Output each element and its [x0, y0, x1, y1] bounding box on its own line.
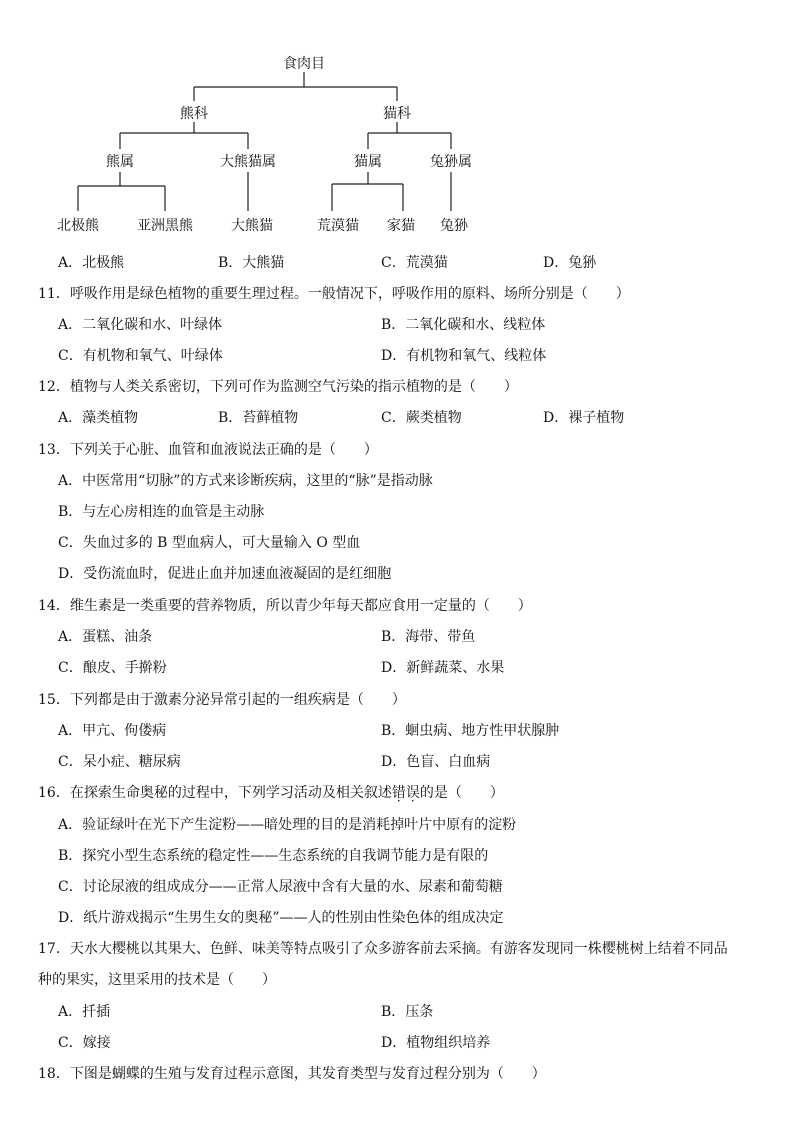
option-text: C．呆小症、糖尿病	[58, 754, 181, 770]
emphasis-char: 错	[391, 785, 406, 801]
option-text: A．中医常用“切脉”的方式来诊断疾病，这里的“脉”是指动脉	[58, 473, 433, 489]
option-text: A．验证绿叶在光下产生淀粉——暗处理的目的是消耗掉叶片中原有的淀粉	[58, 817, 517, 833]
question-stem: 11．呼吸作用是绿色植物的重要生理过程。一般情况下，呼吸作用的原料、场所分别是（ ）	[38, 286, 630, 302]
question-stem	[38, 783, 504, 803]
option-text: A．甲亢、佝偻病	[58, 723, 167, 739]
tree-species: 北极熊	[57, 218, 99, 234]
option-text: B．蛔虫病、地方性甲状腺肿	[381, 723, 560, 739]
option-text: A．扦插	[58, 1004, 111, 1020]
option-text: A．二氧化碳和水、叶绿体	[58, 317, 223, 333]
stem-text: 的是（ ）	[419, 785, 504, 801]
option-text: C．荒漠猫	[381, 255, 448, 271]
tree-species: 大熊猫	[231, 218, 273, 234]
tree-species: 荒漠猫	[317, 218, 359, 234]
question-stem: 种的果实，这里采用的技术是（ ）	[38, 972, 276, 988]
tree-genus: 大熊猫属	[220, 154, 276, 170]
classification-tree	[0, 0, 794, 250]
tree-species: 家猫	[387, 218, 415, 234]
question-stem: 18．下图是蝴蝶的生殖与发育过程示意图，其发育类型与发育过程分别为（ ）	[38, 1066, 546, 1082]
option-text: B．二氧化碳和水、线粒体	[381, 317, 546, 333]
question-stem: 12．植物与人类关系密切，下列可作为监测空气污染的指示植物的是（ ）	[38, 379, 518, 395]
tree-genus: 熊属	[106, 154, 134, 170]
question-stem: 15．下列都是由于激素分泌异常引起的一组疾病是（ ）	[38, 692, 406, 708]
option-text: D．有机物和氧气、线粒体	[381, 348, 547, 364]
option-text: D．新鲜蔬菜、水果	[381, 660, 505, 676]
option-text: D．纸片游戏揭示“生男生女的奥秘”——人的性别由性染色体的组成决定	[58, 910, 504, 926]
option-text: C．酿皮、手擀粉	[58, 660, 167, 676]
option-text: C．嫁接	[58, 1035, 111, 1051]
tree-genus: 兔狲属	[430, 154, 472, 170]
tree-genus: 猫属	[354, 154, 382, 170]
option-text: C．有机物和氧气、叶绿体	[58, 348, 223, 364]
stem-text: 16．在探索生命奥秘的过程中，下列学习活动及相关叙述	[38, 785, 392, 801]
option-text: A．北极熊	[58, 255, 125, 271]
tree-species: 兔狲	[440, 218, 468, 234]
option-text: B．探究小型生态系统的稳定性——生态系统的自我调节能力是有限的	[58, 848, 489, 864]
option-text: D．裸子植物	[543, 410, 625, 426]
question-stem: 13．下列关于心脏、血管和血液说法正确的是（ ）	[38, 442, 378, 458]
option-text: D．受伤流血时，促进止血并加速血液凝固的是红细胞	[58, 566, 392, 582]
option-text: A．蛋糕、油条	[58, 629, 153, 645]
option-text: C．失血过多的 B 型血病人，可大量输入 O 型血	[58, 535, 361, 551]
option-text: B．苔藓植物	[218, 410, 299, 426]
option-text: C．蕨类植物	[381, 410, 462, 426]
option-text: D．植物组织培养	[381, 1035, 491, 1051]
option-text: B．与左心房相连的血管是主动脉	[58, 504, 265, 520]
option-text: A．藻类植物	[58, 410, 139, 426]
tree-root: 食肉目	[283, 56, 325, 72]
tree-species: 亚洲黑熊	[137, 218, 193, 234]
option-text: B．大熊猫	[218, 255, 285, 271]
option-text: C．讨论尿液的组成成分——正常人尿液中含有大量的水、尿素和葡萄糖	[58, 879, 503, 895]
option-text: D．兔狲	[543, 255, 597, 271]
option-text: B．海带、带鱼	[381, 629, 476, 645]
question-stem: 17．天水大樱桃以其果大、色鲜、味美等特点吸引了众多游客前去采摘。有游客发现同一株樱桃树上结着不同品	[38, 941, 728, 957]
emphasis-char: 误	[405, 785, 420, 801]
option-text: B．压条	[381, 1004, 434, 1020]
tree-family: 猫科	[383, 106, 411, 122]
option-text: D．色盲、白血病	[381, 754, 491, 770]
tree-family: 熊科	[180, 106, 208, 122]
question-stem: 14．维生素是一类重要的营养物质，所以青少年每天都应食用一定量的（ ）	[38, 598, 532, 614]
